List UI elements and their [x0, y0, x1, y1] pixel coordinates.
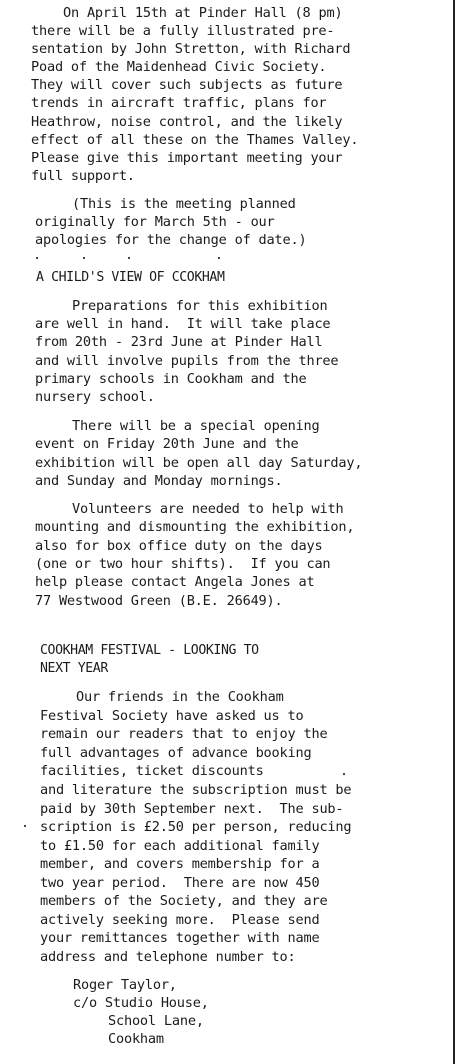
print-speck — [128, 257, 130, 259]
text-line: and will involve pupils from the three — [35, 353, 339, 369]
text-line: Festival Society have asked us to — [40, 708, 304, 724]
text-line: full support. — [31, 168, 135, 184]
text-line: Our friends in the Cookham — [76, 689, 284, 705]
text-line: mounting and dismounting the exhibition, — [35, 519, 355, 535]
text-line: also for box office duty on the days — [35, 538, 323, 554]
text-line: On April 15th at Pinder Hall (8 pm) — [63, 5, 343, 21]
text-line: member, and covers membership for a — [40, 856, 320, 872]
text-line: Poad of the Maidenhead Civic Society. — [31, 59, 327, 75]
text-line: and literature the subscription must be — [40, 782, 352, 798]
text-line: full advantages of advance booking — [40, 745, 312, 761]
text-line: 77 Westwood Green (B.E. 26649). — [35, 593, 283, 609]
text-line: address and telephone number to: — [40, 949, 296, 965]
address-line: Roger Taylor, — [73, 977, 177, 993]
text-line: (one or two hour shifts). If you can — [35, 556, 331, 572]
text-line: from 20th - 23rd June at Pinder Hall — [35, 334, 323, 350]
print-speck — [83, 257, 85, 259]
text-line: paid by 30th September next. The sub- — [40, 801, 344, 817]
text-line: apologies for the change of date.) — [35, 232, 307, 248]
text-line: there will be a fully illustrated pre- — [31, 23, 335, 39]
text-line: two year period. There are now 450 — [40, 875, 320, 891]
text-line: They will cover such subjects as future — [31, 77, 343, 93]
section-heading: A CHILD'S VIEW OF CCOKHAM — [36, 270, 225, 285]
text-line: exhibition will be open all day Saturday, — [35, 455, 363, 471]
text-line: originally for March 5th - our — [35, 214, 275, 230]
text-line: Volunteers are needed to help with — [72, 501, 344, 517]
text-line: to £1.50 for each additional family — [40, 838, 320, 854]
print-speck — [343, 773, 345, 775]
print-speck — [218, 257, 220, 259]
text-line: Heathrow, noise control, and the likely — [31, 114, 343, 130]
text-line: Preparations for this exhibition — [72, 298, 328, 314]
text-line: There will be a special opening — [72, 418, 320, 434]
address-line: School Lane, — [108, 1013, 204, 1029]
text-line: your remittances together with name — [40, 930, 320, 946]
text-line: sentation by John Stretton, with Richard — [31, 41, 351, 57]
text-line: scription is £2.50 per person, reducing — [40, 819, 352, 835]
section-heading: COOKHAM FESTIVAL - LOOKING TO — [40, 643, 259, 658]
text-line: trends in aircraft traffic, plans for — [31, 95, 327, 111]
text-line: facilities, ticket discounts — [40, 763, 264, 779]
text-line: event on Friday 20th June and the — [35, 436, 299, 452]
text-line: nursery school. — [35, 389, 155, 405]
section-heading: NEXT YEAR — [40, 661, 108, 676]
text-line: actively seeking more. Please send — [40, 912, 320, 928]
text-line: primary schools in Cookham and the — [35, 371, 307, 387]
text-line: help please contact Angela Jones at — [35, 574, 315, 590]
text-line: effect of all these on the Thames Valley. — [31, 132, 359, 148]
text-line: remain our readers that to enjoy the — [40, 726, 328, 742]
address-line: c/o Studio House, — [73, 995, 209, 1011]
print-speck — [24, 825, 26, 827]
text-line: (This is the meeting planned — [72, 196, 296, 212]
address-line: Cookham — [108, 1031, 164, 1047]
print-speck — [36, 257, 38, 259]
text-line: and Sunday and Monday mornings. — [35, 473, 283, 489]
text-line: Please give this important meeting your — [31, 150, 343, 166]
text-line: members of the Society, and they are — [40, 893, 328, 909]
text-line: are well in hand. It will take place — [35, 316, 331, 332]
